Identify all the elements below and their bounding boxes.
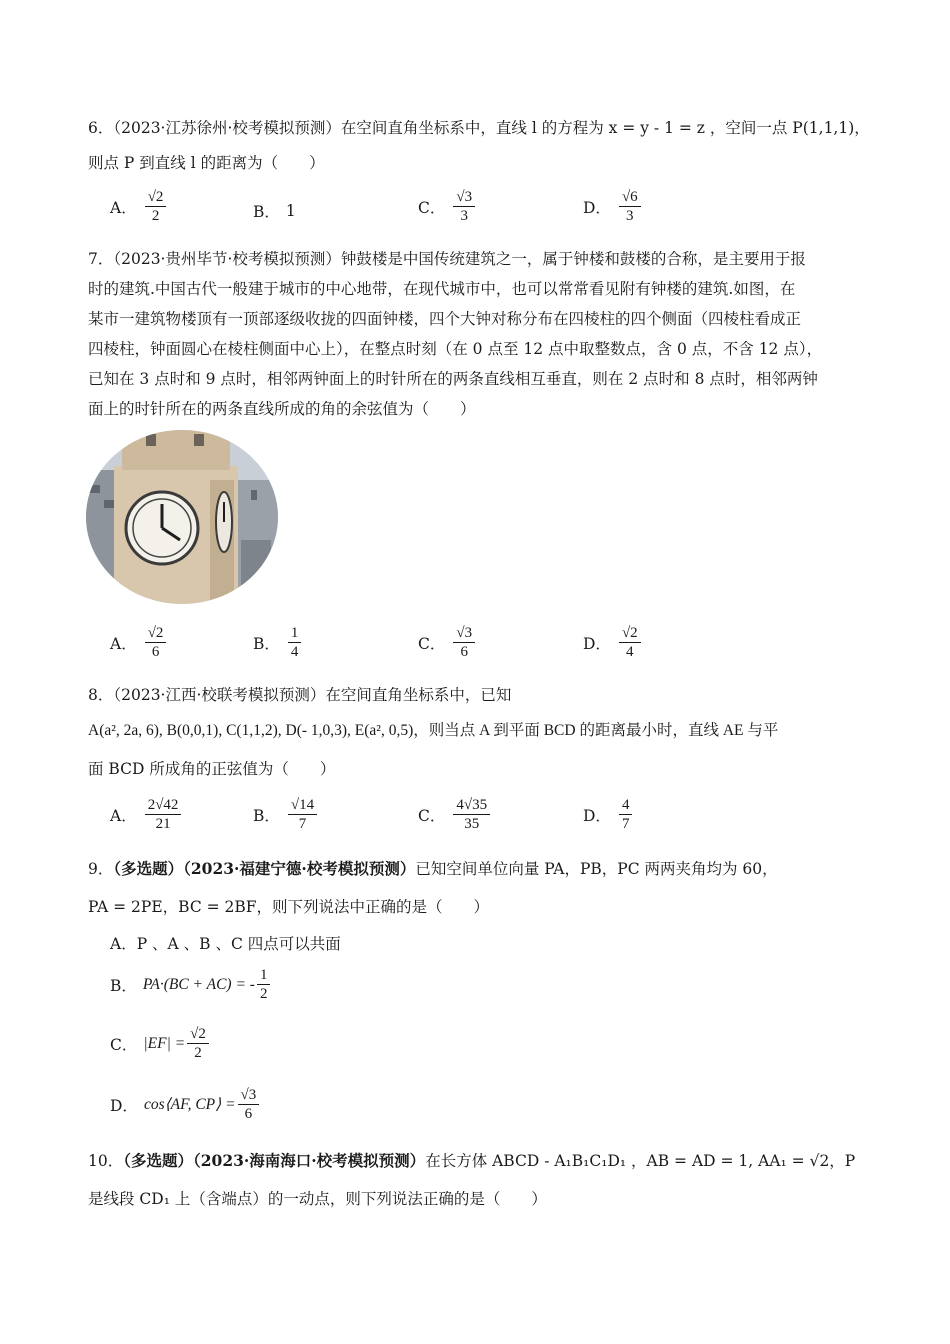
option-label: B． [253, 203, 280, 221]
q10-stem-line-1 [88, 1150, 855, 1172]
q8-stem-line-1: 8．（2023·江西·校联考模拟预测）在空间直角坐标系中，已知 [88, 686, 512, 704]
q9-stem-line-1 [88, 858, 778, 880]
q8-stem-line-3: 面 BCD 所成角的正弦值为（ ） [88, 760, 336, 778]
option-expression: |EF| = [143, 1034, 186, 1052]
q8-option-b[interactable] [253, 796, 319, 833]
q10-stem-text: 在长方体 ABCD - A₁B₁C₁D₁ ，AB = AD = 1, AA₁ = √2，P [425, 1152, 856, 1170]
clock-tower-photo [86, 430, 278, 604]
question-number: 10． [88, 1152, 124, 1170]
fraction: $\frac{√14}{7}$ [288, 796, 317, 833]
q6-option-d[interactable] [583, 188, 643, 225]
q10-stem-line-2: 是线段 CD₁ 上（含端点）的一动点，则下列说法正确的是（ ） [88, 1190, 547, 1208]
fraction: $\frac{2√42}{21}$ [145, 796, 182, 833]
option-text: A．P 、A 、B 、C 四点可以共面 [110, 935, 341, 953]
fraction: $\frac{√3}{6}$ [453, 624, 475, 661]
fraction: $\frac{√2}{2}$ [145, 188, 167, 225]
fraction: $\frac{√6}{3}$ [619, 188, 641, 225]
q8-option-a[interactable] [110, 796, 183, 833]
option-value: 1 [285, 202, 296, 220]
q7-option-c[interactable] [418, 624, 477, 661]
fraction: $\frac{√3}{3}$ [453, 188, 475, 225]
option-label: D． [583, 806, 611, 825]
question-source-tag: （2023·海南海口·校考模拟预测） [193, 1151, 426, 1170]
q9-option-a[interactable] [110, 932, 341, 954]
option-expression: PA·(BC + AC) = - [142, 975, 255, 993]
option-label: A． [110, 634, 137, 653]
q7-stem-line-4: 四棱柱，钟面圆心在棱柱侧面中心上），在整点时刻（在 0 点至 12 点中取整数点，含 0 点，不含 12 点）， [88, 340, 823, 358]
fraction: $\frac{√3}{6}$ [238, 1086, 260, 1123]
clock-tower-illustration [86, 430, 278, 604]
option-label: B． [253, 634, 280, 653]
option-label: D． [583, 634, 611, 653]
option-expression: cos⟨AF, CP⟩ = [143, 1096, 236, 1113]
q8-stem-line-2: A(a², 2a, 6), B(0,0,1), C(1,1,2), D(- 1,0,3), E(a², 0,5)，则当点 A 到平面 BCD 的距离最小时，直线 AE 与平 [88, 722, 779, 739]
q6-stem-line-1: 6．（2023·江苏徐州·校考模拟预测）在空间直角坐标系中，直线 l 的方程为 x = y - 1 = z ，空间一点 P(1,1,1)， [88, 119, 870, 137]
q7-stem-line-3: 某市一建筑物楼顶有一顶部逐级收拢的四面钟楼，四个大钟对称分布在四棱柱的四个侧面（四棱柱看成正 [88, 310, 802, 328]
option-label: C． [418, 806, 446, 825]
option-label: D． [583, 198, 611, 217]
fraction: $\frac{1}{4}$ [288, 624, 302, 661]
q6-option-c[interactable] [418, 188, 477, 225]
question-source-tag: （2023·福建宁德·校考模拟预测） [183, 859, 416, 878]
q9-option-d[interactable] [110, 1086, 261, 1123]
fraction: $\frac{4√35}{35}$ [453, 796, 490, 833]
fraction: $\frac{√2}{4}$ [619, 624, 641, 661]
option-label: C． [418, 198, 446, 217]
q7-option-b[interactable] [253, 624, 303, 661]
fraction: $\frac{1}{2}$ [257, 966, 271, 1003]
q6-stem-line-2: 则点 P 到直线 l 的距离为（ ） [88, 154, 325, 172]
q9-stem-line-2: PA = 2PE，BC = 2BF，则下列说法中正确的是（ ） [88, 898, 490, 916]
q7-option-d[interactable] [583, 624, 643, 661]
q7-stem-line-2: 时的建筑.中国古代一般建于城市的中心地带，在现代城市中，也可以常常看见附有钟楼的建筑.如图，在 [88, 280, 796, 298]
q9-stem-text: 已知空间单位向量 PA，PB，PC 两两夹角均为 60， [415, 860, 778, 878]
fraction: $\frac{4}{7}$ [619, 796, 633, 833]
q6-option-a[interactable] [110, 188, 168, 225]
option-label: B． [253, 806, 280, 825]
fraction: $\frac{√2}{2}$ [187, 1025, 209, 1062]
q7-stem-line-5: 已知在 3 点时和 9 点时，相邻两钟面上的时针所在的两条直线相互垂直，则在 2 点时和 8 点时，相邻两钟 [88, 370, 818, 388]
fraction: $\frac{√2}{6}$ [145, 624, 167, 661]
q8-option-d[interactable] [583, 796, 634, 833]
question-number: 9． [88, 860, 114, 878]
option-label: B． [110, 976, 137, 995]
q6-option-b[interactable] [253, 200, 296, 222]
question-type-tag: （多选题） [113, 859, 184, 878]
q9-option-b[interactable] [110, 966, 272, 1003]
q7-stem-line-1: 7．（2023·贵州毕节·校考模拟预测）钟鼓楼是中国传统建筑之一，属于钟楼和鼓楼的合称，是主要用于报 [88, 250, 806, 268]
q9-option-c[interactable] [110, 1025, 211, 1062]
option-label: D． [110, 1096, 138, 1115]
q7-option-a[interactable] [110, 624, 168, 661]
option-label: C． [418, 634, 446, 653]
question-type-tag: （多选题） [123, 1151, 193, 1170]
option-label: C． [110, 1035, 138, 1054]
q7-stem-line-6: 面上的时针所在的两条直线所成的角的余弦值为（ ） [88, 400, 476, 418]
option-label: A． [110, 806, 137, 825]
option-label: A． [110, 198, 137, 217]
q8-option-c[interactable] [418, 796, 492, 833]
